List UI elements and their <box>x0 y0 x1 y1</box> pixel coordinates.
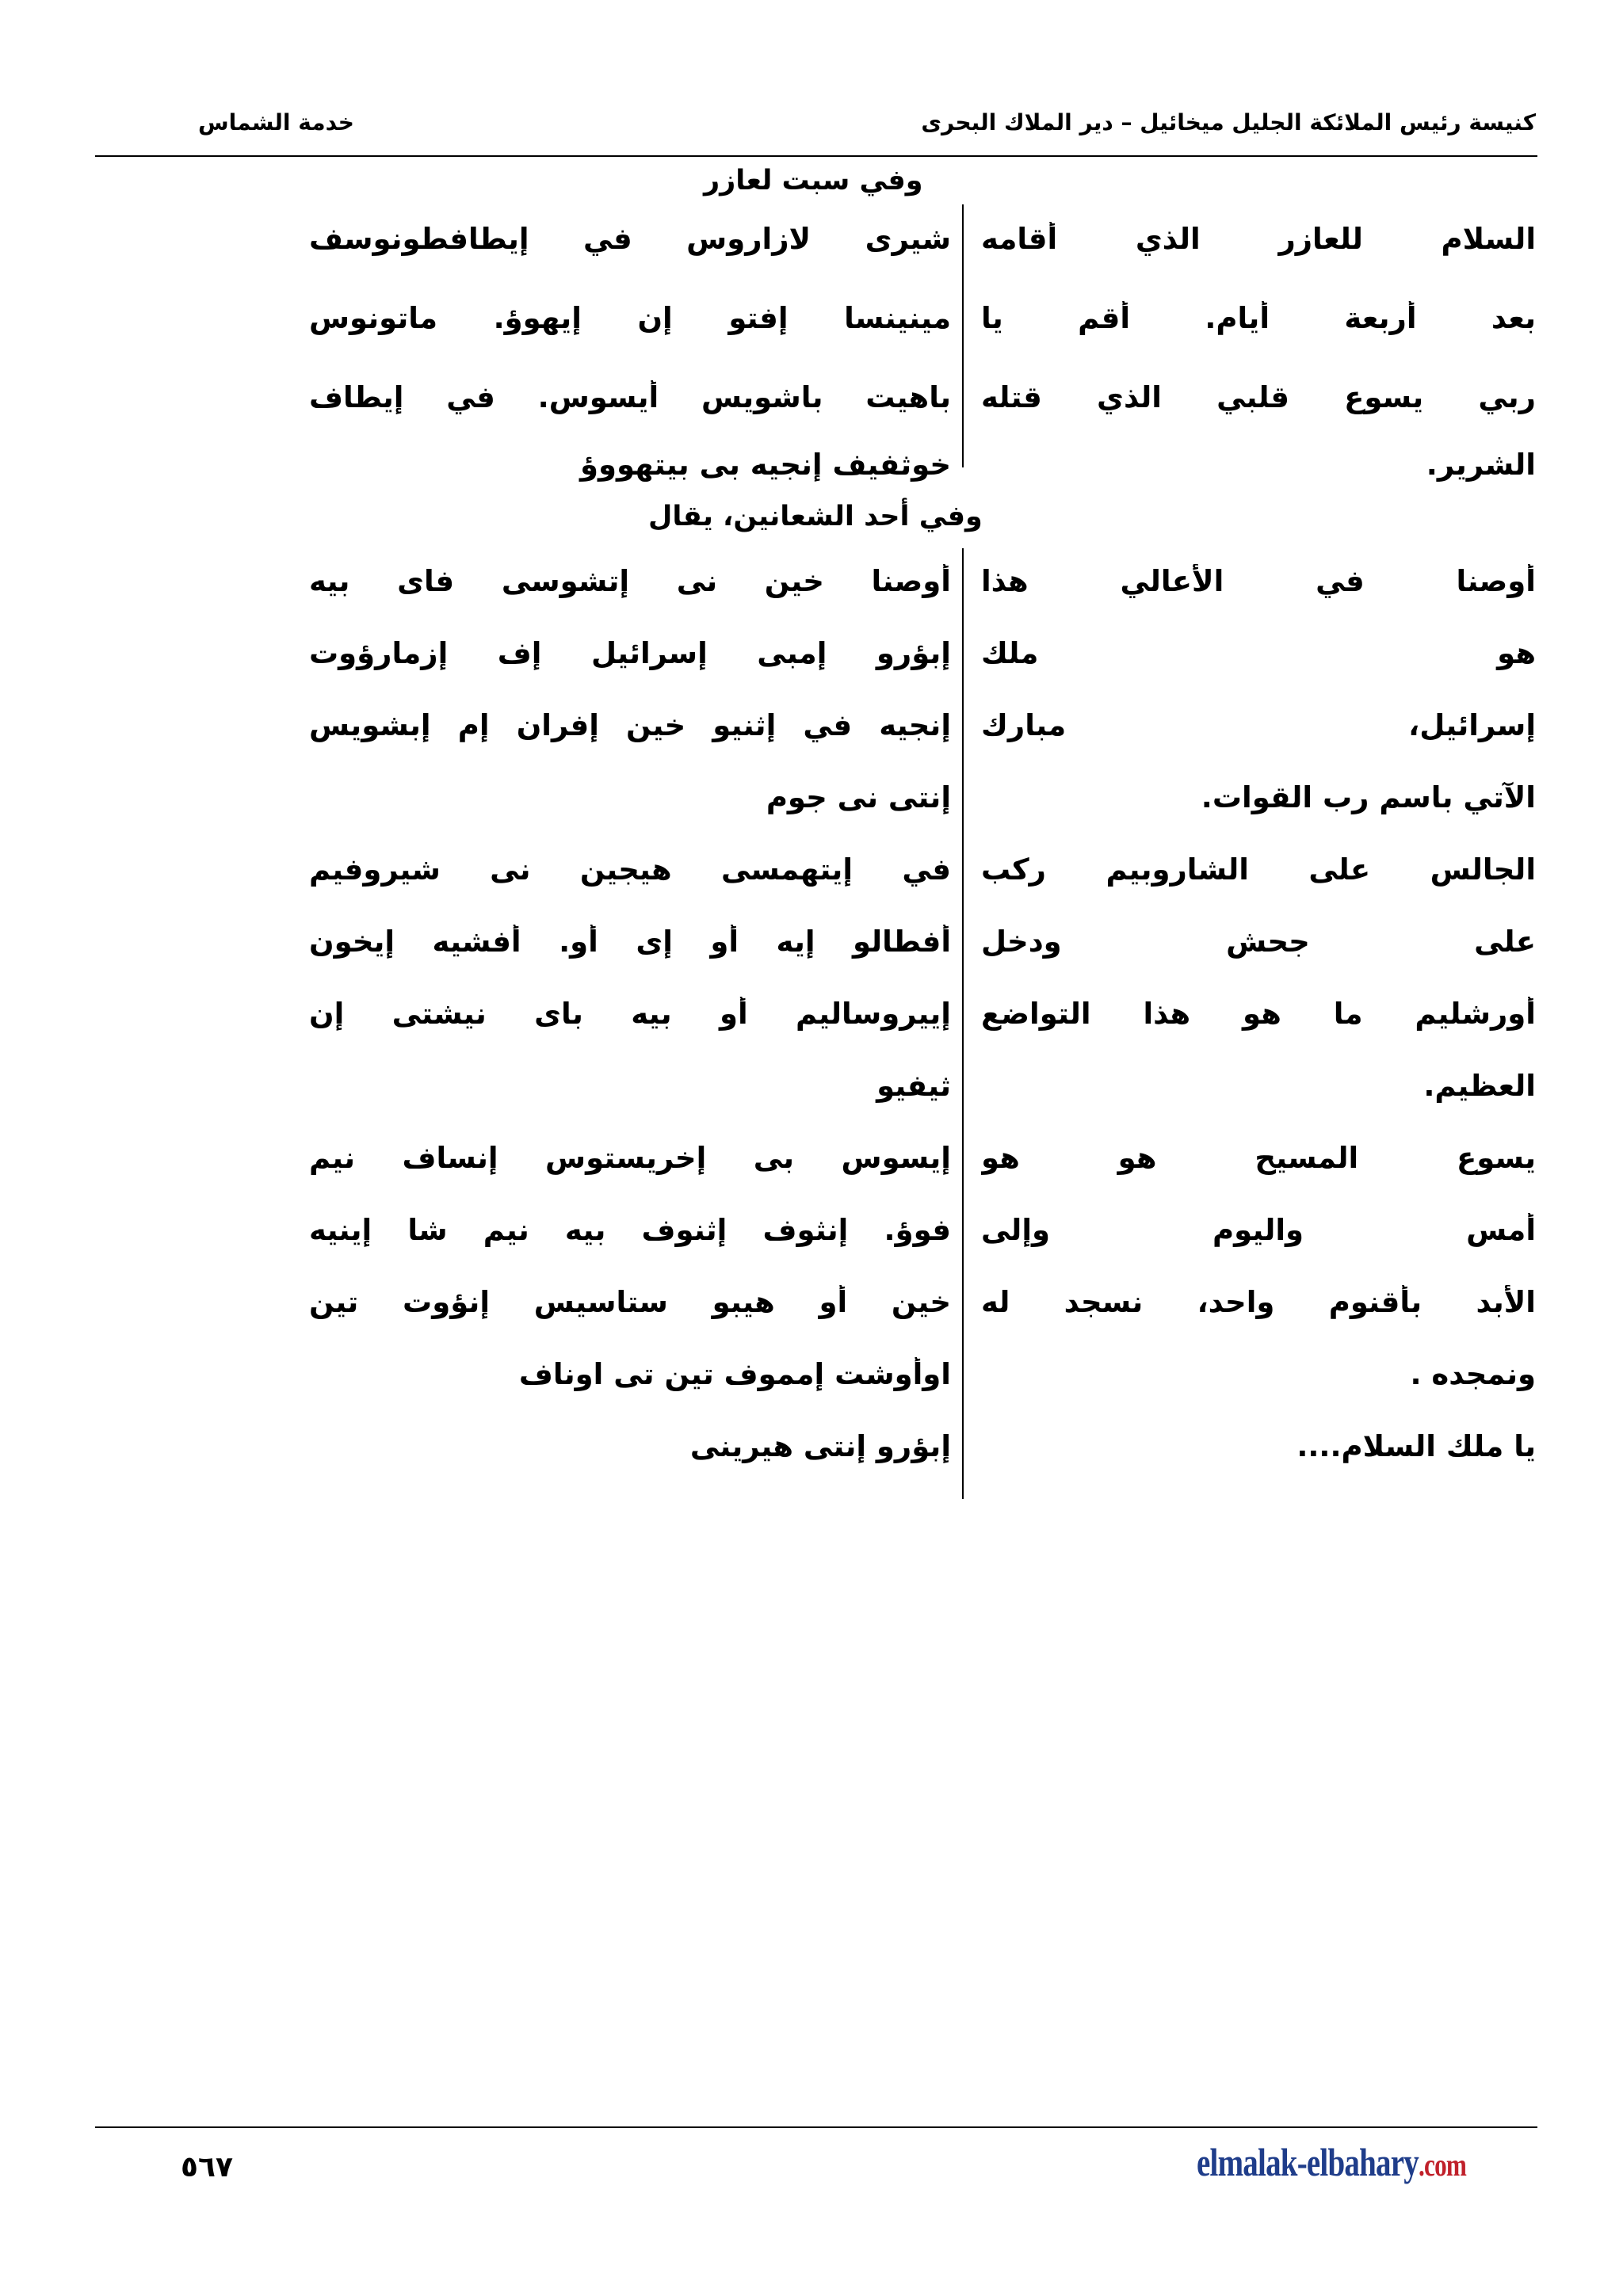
coptic-cell: فوؤ. إنثوف إثنوف بيه نيم شا إينيه <box>309 1213 951 1247</box>
arabic-cell: أورشليم ما هو هذا التواضع <box>981 997 1536 1031</box>
footer-divider <box>95 2126 1537 2128</box>
arabic-cell: الجالس على الشاروبيم ركب <box>981 852 1536 887</box>
coptic-cell: خوثفيف إنجيه بى بيتهووؤ <box>579 448 951 482</box>
arabic-cell: أوصنا في الأعالي هذا <box>981 564 1536 598</box>
header-section-name: خدمة الشماس <box>198 109 354 135</box>
arabic-cell: الشرير. <box>1426 448 1536 482</box>
coptic-cell: شيرى لازاروس في إيطافطونوسف <box>309 222 951 256</box>
coptic-cell: إيسوس بى إخريستوس إنساف نيم <box>309 1141 951 1175</box>
table-row <box>0 1285 1623 1331</box>
table-row <box>0 708 1623 754</box>
site-logo <box>1197 2139 1466 2185</box>
table-row <box>0 780 1623 826</box>
table-row <box>0 1069 1623 1115</box>
coptic-cell: إنتى نى جوم <box>766 780 951 814</box>
table-row <box>0 997 1623 1043</box>
arabic-cell: هو ملك <box>981 636 1536 670</box>
coptic-cell: أفطالو إيه أو إى أو. أفشيه إيخون <box>309 925 951 959</box>
arabic-cell: بعد أربعة أيام. أقم يا <box>981 301 1536 335</box>
coptic-cell: في إيتهمسى هيجين نى شيروفيم <box>309 852 951 887</box>
coptic-cell: إبؤرو إمبى إسرائيل إف إزمارؤوت <box>309 636 951 670</box>
arabic-cell: ربي يسوع قلبي الذي قتله <box>981 380 1536 414</box>
table-row <box>0 636 1623 682</box>
coptic-cell: مينينسا إفتو إن إيهوؤ. ماتونوس <box>309 301 951 335</box>
logo-suffix: .com <box>1419 2147 1467 2183</box>
table-row <box>0 301 1623 347</box>
coptic-cell: إنجيه في إثنيو خين إفران إم إبشويس <box>309 708 951 742</box>
coptic-cell: إييروساليم أو بيه باى نيشتى إن <box>309 997 951 1031</box>
section2-title: وفي أحد الشعانين، يقال <box>648 501 983 532</box>
table-row <box>0 1141 1623 1187</box>
table-row <box>0 852 1623 898</box>
coptic-cell: باهيت باشويس أيسوس. في إيطاف <box>309 380 951 414</box>
header-divider <box>95 155 1537 157</box>
arabic-cell: ونمجده . <box>1410 1357 1536 1391</box>
arabic-cell: على جحش ودخل <box>981 925 1536 959</box>
coptic-cell: ثيفيو <box>876 1069 951 1103</box>
table-row <box>0 1429 1623 1475</box>
arabic-cell: الأبد بأقنوم واحد، نسجد له <box>981 1285 1536 1319</box>
coptic-cell: إبؤرو إنتى هيرينى <box>689 1429 951 1463</box>
table-row <box>0 1213 1623 1259</box>
arabic-cell: الآتي باسم رب القوات. <box>1201 780 1536 814</box>
arabic-cell: أمس واليوم وإلى <box>981 1213 1536 1247</box>
table-row <box>0 564 1623 610</box>
page-number: ٥٦٧ <box>181 2151 233 2183</box>
table-row <box>0 448 1623 494</box>
table-row <box>0 222 1623 268</box>
coptic-cell: اوأوشت إمموف تين تى اوناف <box>518 1357 951 1391</box>
logo-text: elmalak-elbahary <box>1197 2140 1419 2184</box>
table-row <box>0 1357 1623 1403</box>
header-church-name: كنيسة رئيس الملائكة الجليل ميخائيل – دير الملاك البحرى <box>921 109 1536 135</box>
arabic-cell: إسرائيل، مبارك <box>981 708 1536 742</box>
arabic-cell: يا ملك السلام.... <box>1296 1429 1536 1463</box>
arabic-cell: العظيم. <box>1423 1069 1536 1103</box>
arabic-cell: السلام للعازر الذي أقامه <box>981 222 1536 256</box>
section1-title: وفي سبت لعازر <box>704 165 923 196</box>
coptic-cell: خين أو هيبو ستاسيس إنؤوت تين <box>309 1285 951 1319</box>
arabic-cell: يسوع المسيح هو هو <box>981 1141 1536 1175</box>
coptic-cell: أوصنا خين نى إتشوسى فاى بيه <box>309 564 951 598</box>
table-row <box>0 925 1623 971</box>
table-row <box>0 380 1623 426</box>
